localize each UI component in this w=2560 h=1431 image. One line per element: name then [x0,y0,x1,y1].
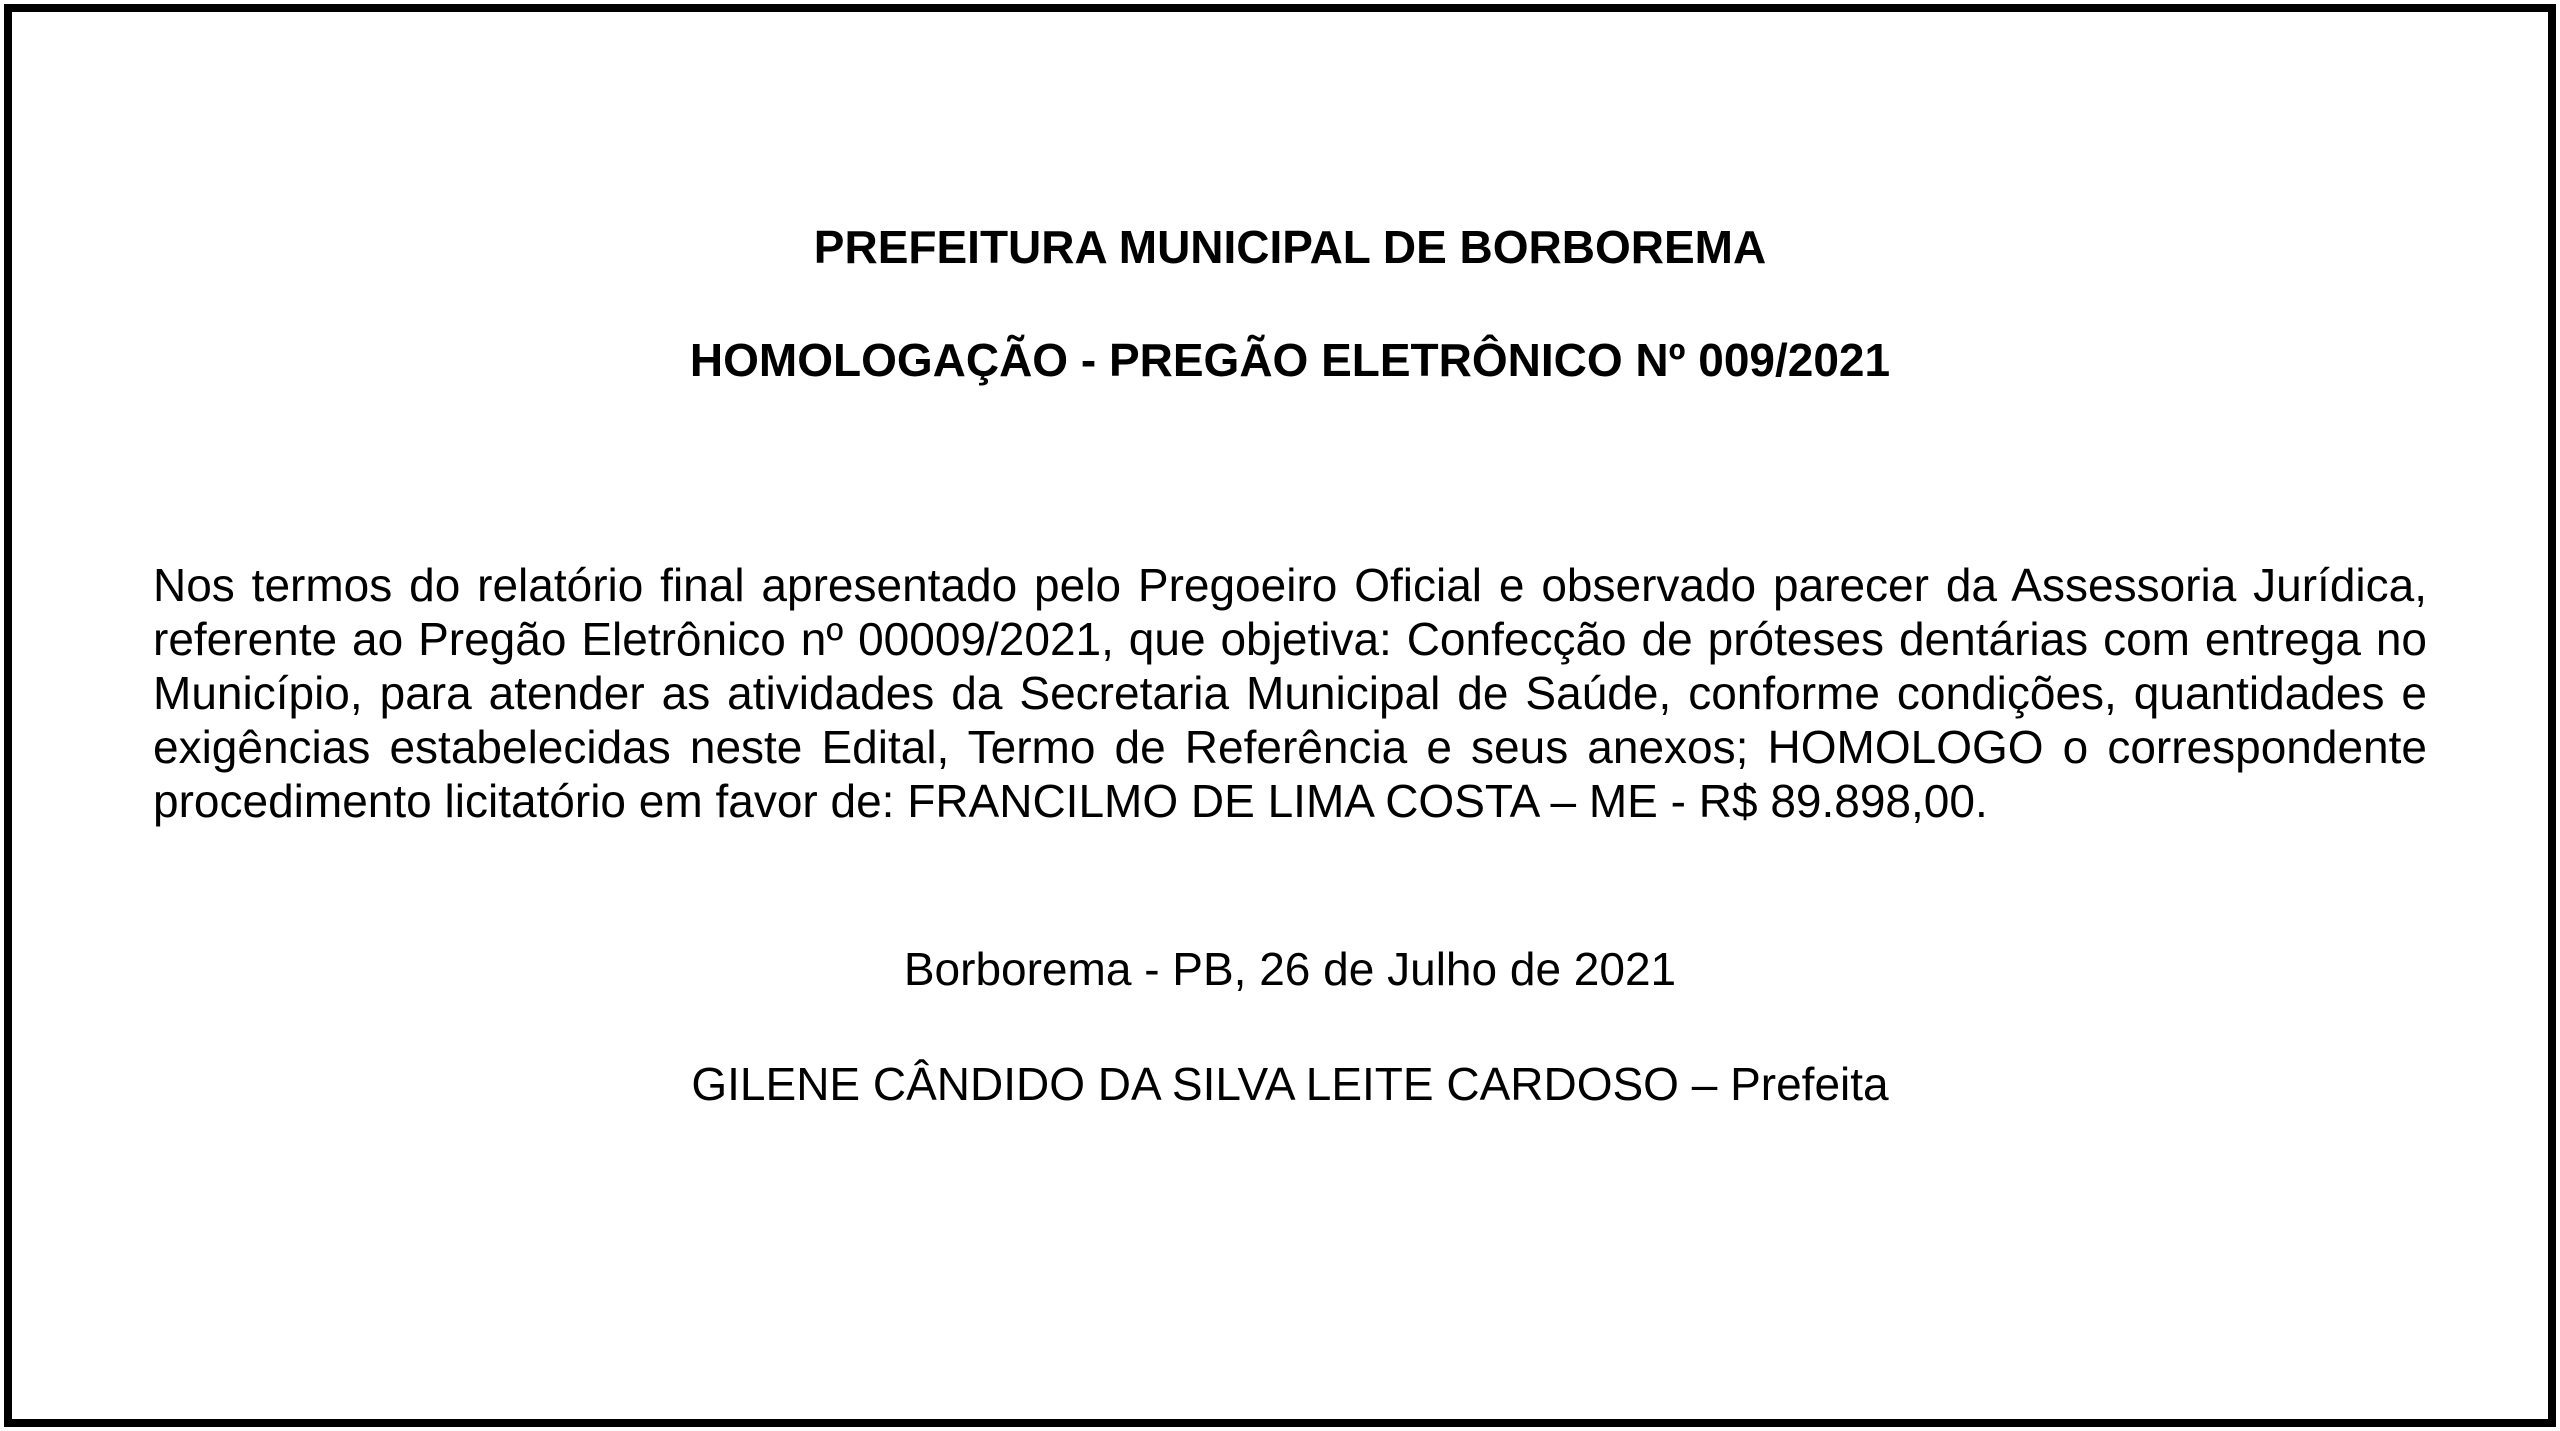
organization-heading: PREFEITURA MUNICIPAL DE BORBOREMA [813,221,1767,273]
act-title: HOMOLOGAÇÃO - PREGÃO ELETRÔNICO Nº 009/2021 [689,334,1891,386]
place-date-line: Borborema - PB, 26 de Julho de 2021 [903,943,1677,995]
document-frame [4,4,2556,1427]
signature-line: GILENE CÂNDIDO DA SILVA LEITE CARDOSO – Prefeita [691,1058,1889,1110]
homologation-body-text: Nos termos do relatório final apresentado pelo Pregoeiro Oficial e observado parecer da Assessoria Jurídica, referente ao Pregão Eletrônico nº 00009/2021, que objetiva: Confecção de próteses dentárias com entrega no Município, para atender as atividades da Secretaria Municipal de Saúde, conforme condições, quantidades e exigências estabelecidas neste Edital, Termo de Referência e seus anexos; HOMOLOGO o correspondente procedimento licitatório em favor de: FRANCILMO DE LIMA COSTA – ME - R$ 89.898,00. [153,559,2427,827]
document-content [153,12,2427,1419]
